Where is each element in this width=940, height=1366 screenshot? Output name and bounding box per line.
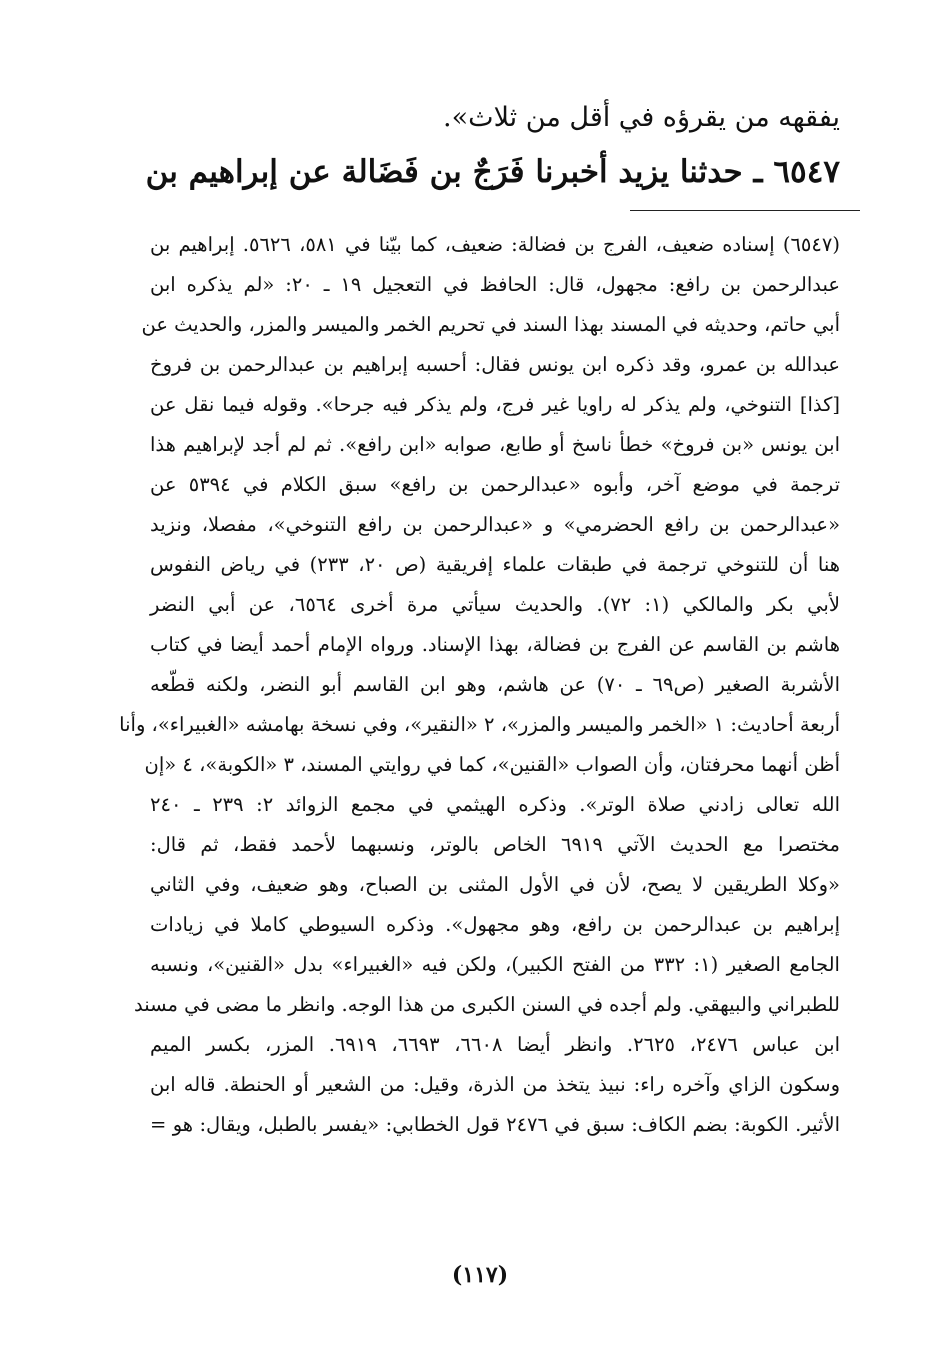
footnote-line: مختصرا مع الحديث الآتي ٦٩١٩ الخاص بالوتر، ونسبهما لأحمد فقط، ثم قال: <box>150 833 840 856</box>
footnote-line: هاشم بن القاسم عن الفرج بن فضالة، بهذا الإسناد. ورواه الإمام أحمد أيضا في كتاب <box>150 633 840 656</box>
footnote-line: هنا أن للتنوخي ترجمة في طبقات علماء إفريقية (ص ٢٠، ٢٣٣) في رياض النفوس <box>150 553 841 576</box>
footnote-line: إبراهيم بن عبدالرحمن بن رافع، وهو مجهول». وذكره السيوطي كاملا في زيادات <box>150 913 840 936</box>
footnote-line: الله تعالى زادني صلاة الوتر». وذكره الهيثمي في مجمع الزوائد ٢: ٢٣٩ ـ ٢٤٠ <box>150 793 840 816</box>
footnote-line: [كذا] التنوخي، ولم يذكر له راويا غير فرج، ولم يذكر فيه جرحا». وقوله فيما نقل عن <box>150 393 840 416</box>
footnote-line: عبدالرحمن بن رافع: مجهول، قال: الحافظ في التعجيل ١٩ ـ ٢٠: «لم يذكره ابن <box>150 273 840 296</box>
footnote-line: أبي حاتم، وحديثه في المسند بهذا السند في تحريم الخمر والميسر والمزر، والحديث عن <box>141 313 840 336</box>
footnote-line: للطبراني والبيهقي. ولم أجده في السنن الكبرى من هذا الوجه. وانظر ما مضى في مسند <box>133 993 840 1016</box>
footnote-line: ابن عباس ٢٤٧٦، ٢٦٢٥. وانظر أيضا ٦٦٠٨، ٦٦٩٣، ٦٩١٩. المزر، بكسر الميم <box>150 1033 840 1056</box>
main-text-line-1: يفقهه من يقرؤه في أقل من ثلاث». <box>443 102 840 133</box>
footnote-line: «وكلا الطريقين لا يصح، لأن في الأول المثنى بن الصباح، وهو ضعيف، وفي الثاني <box>150 873 840 896</box>
footnote-line: «عبدالرحمن بن رافع الحضرمي» و «عبدالرحمن بن رافع التنوخي»، مفصلا، ونزيد <box>150 513 840 536</box>
footnote-line: ترجمة في موضع آخر، وأبوه «عبدالرحمن بن رافع» سبق الكلام في ٥٣٩٤ عن <box>150 473 840 496</box>
footnote-separator <box>630 210 860 211</box>
footnote-line: عبدالله بن عمرو، وقد ذكره ابن يونس فقال: أحسبه إبراهيم بن عبدالرحمن بن فروخ <box>150 353 840 376</box>
footnote-line: أظن أنهما محرفتان، وأن الصواب «القنين»، كما في روايتي المسند، ٣ «الكوبة»، ٤ «إن <box>144 753 840 776</box>
footnote-line: ابن يونس «بن فروخ» خطأ ناسخ أو طابع، صوابه «ابن رافع». ثم لم أجد لإبراهيم هذا <box>150 433 840 456</box>
footnote-line: الأثير. الكوبة: بضم الكاف: سبق في ٢٤٧٦ قول الخطابي: «يفسر بالطبل، ويقال: هو = <box>150 1113 840 1136</box>
footnote-line: (٦٥٤٧) إسناده ضعيف، الفرج بن فضالة: ضعيف، كما بيّنا في ٥٨١، ٥٦٢٦. إبراهيم بن <box>150 233 840 256</box>
footnote-line: الأشربة الصغير (ص٦٩ ـ ٧٠) عن هاشم، وهو ابن القاسم أبو النضر، ولكنه قطّعه <box>150 673 840 696</box>
footnote-line: وسكون الزاي وآخره راء: نبيذ يتخذ من الذرة، وقيل: من الشعير أو الحنطة. قاله ابن <box>150 1073 840 1096</box>
page-number: (١١٧) <box>451 1262 509 1288</box>
footnote-line: أربعة أحاديث: ١ «الخمر والميسر والمزر»، ٢ «النقير»، وفي نسخة بهامشه «الغبيراء»، وأنا <box>119 713 840 736</box>
footnote-line: لأبي بكر والمالكي (١: ٧٢). والحديث سيأتي مرة أخرى ٦٥٦٤، عن أبي النضر <box>150 593 840 616</box>
main-text-line-2: ٦٥٤٧ ـ حدثنا يزيد أخبرنا فَرَجٌ بن فَضَالة عن إبراهيم بن <box>145 154 840 190</box>
footnote-line: الجامع الصغير (١: ٣٣٢ من الفتح الكبير)، ولكن فيه «الغبيراء» بدل «القنين»، ونسبه <box>150 953 840 976</box>
